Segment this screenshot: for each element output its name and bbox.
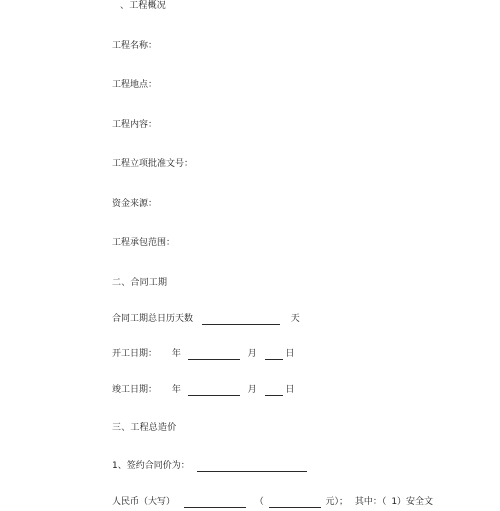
- end-day-blank: [265, 385, 283, 396]
- end-month-blank: [188, 385, 240, 396]
- field-funding-source: 资金来源：: [112, 199, 158, 209]
- among-label: 其中：（: [354, 497, 387, 507]
- start-year-unit: 年: [171, 349, 181, 359]
- days-unit: 天: [290, 314, 300, 324]
- field-contract-scope: 工程承包范围：: [112, 238, 176, 248]
- end-year-unit: 年: [171, 385, 181, 395]
- total-days-blank: [202, 314, 280, 325]
- paren-open: （: [254, 497, 264, 507]
- item1-label: 1）安全文: [391, 497, 434, 507]
- field-project-name: 工程名称：: [112, 41, 158, 51]
- field-project-location: 工程地点：: [112, 80, 158, 90]
- end-month-unit: 月: [247, 385, 257, 395]
- end-date-label: 竣工日期：: [112, 385, 158, 395]
- end-date-row: [112, 384, 294, 396]
- start-date-row: [112, 348, 294, 360]
- start-date-label: 开工日期：: [112, 349, 158, 359]
- section-heading-period: 二、合同工期: [112, 278, 168, 288]
- rmb-label: 人民币（大写）: [112, 497, 176, 507]
- contract-price-row: [112, 460, 307, 472]
- start-month-blank: [188, 349, 240, 360]
- section-heading-overview: 、工程概况: [120, 1, 167, 11]
- end-day-unit: 日: [285, 385, 295, 395]
- rmb-row: [112, 496, 433, 508]
- start-day-unit: 日: [285, 349, 295, 359]
- yuan-blank: [269, 497, 321, 508]
- field-project-content: 工程内容：: [112, 120, 158, 130]
- yuan-close: 元）；: [325, 497, 349, 507]
- start-day-blank: [265, 349, 283, 360]
- total-days-label: 合同工期总日历天数: [112, 314, 194, 324]
- contract-price-blank: [197, 461, 307, 472]
- contract-price-label: 1、签约合同价为：: [112, 461, 190, 471]
- rmb-blank: [184, 497, 246, 508]
- start-month-unit: 月: [247, 349, 257, 359]
- field-approval-number: 工程立项批准文号：: [112, 159, 194, 169]
- total-days-row: [112, 313, 300, 325]
- section-heading-price: 三、工程总造价: [112, 423, 177, 433]
